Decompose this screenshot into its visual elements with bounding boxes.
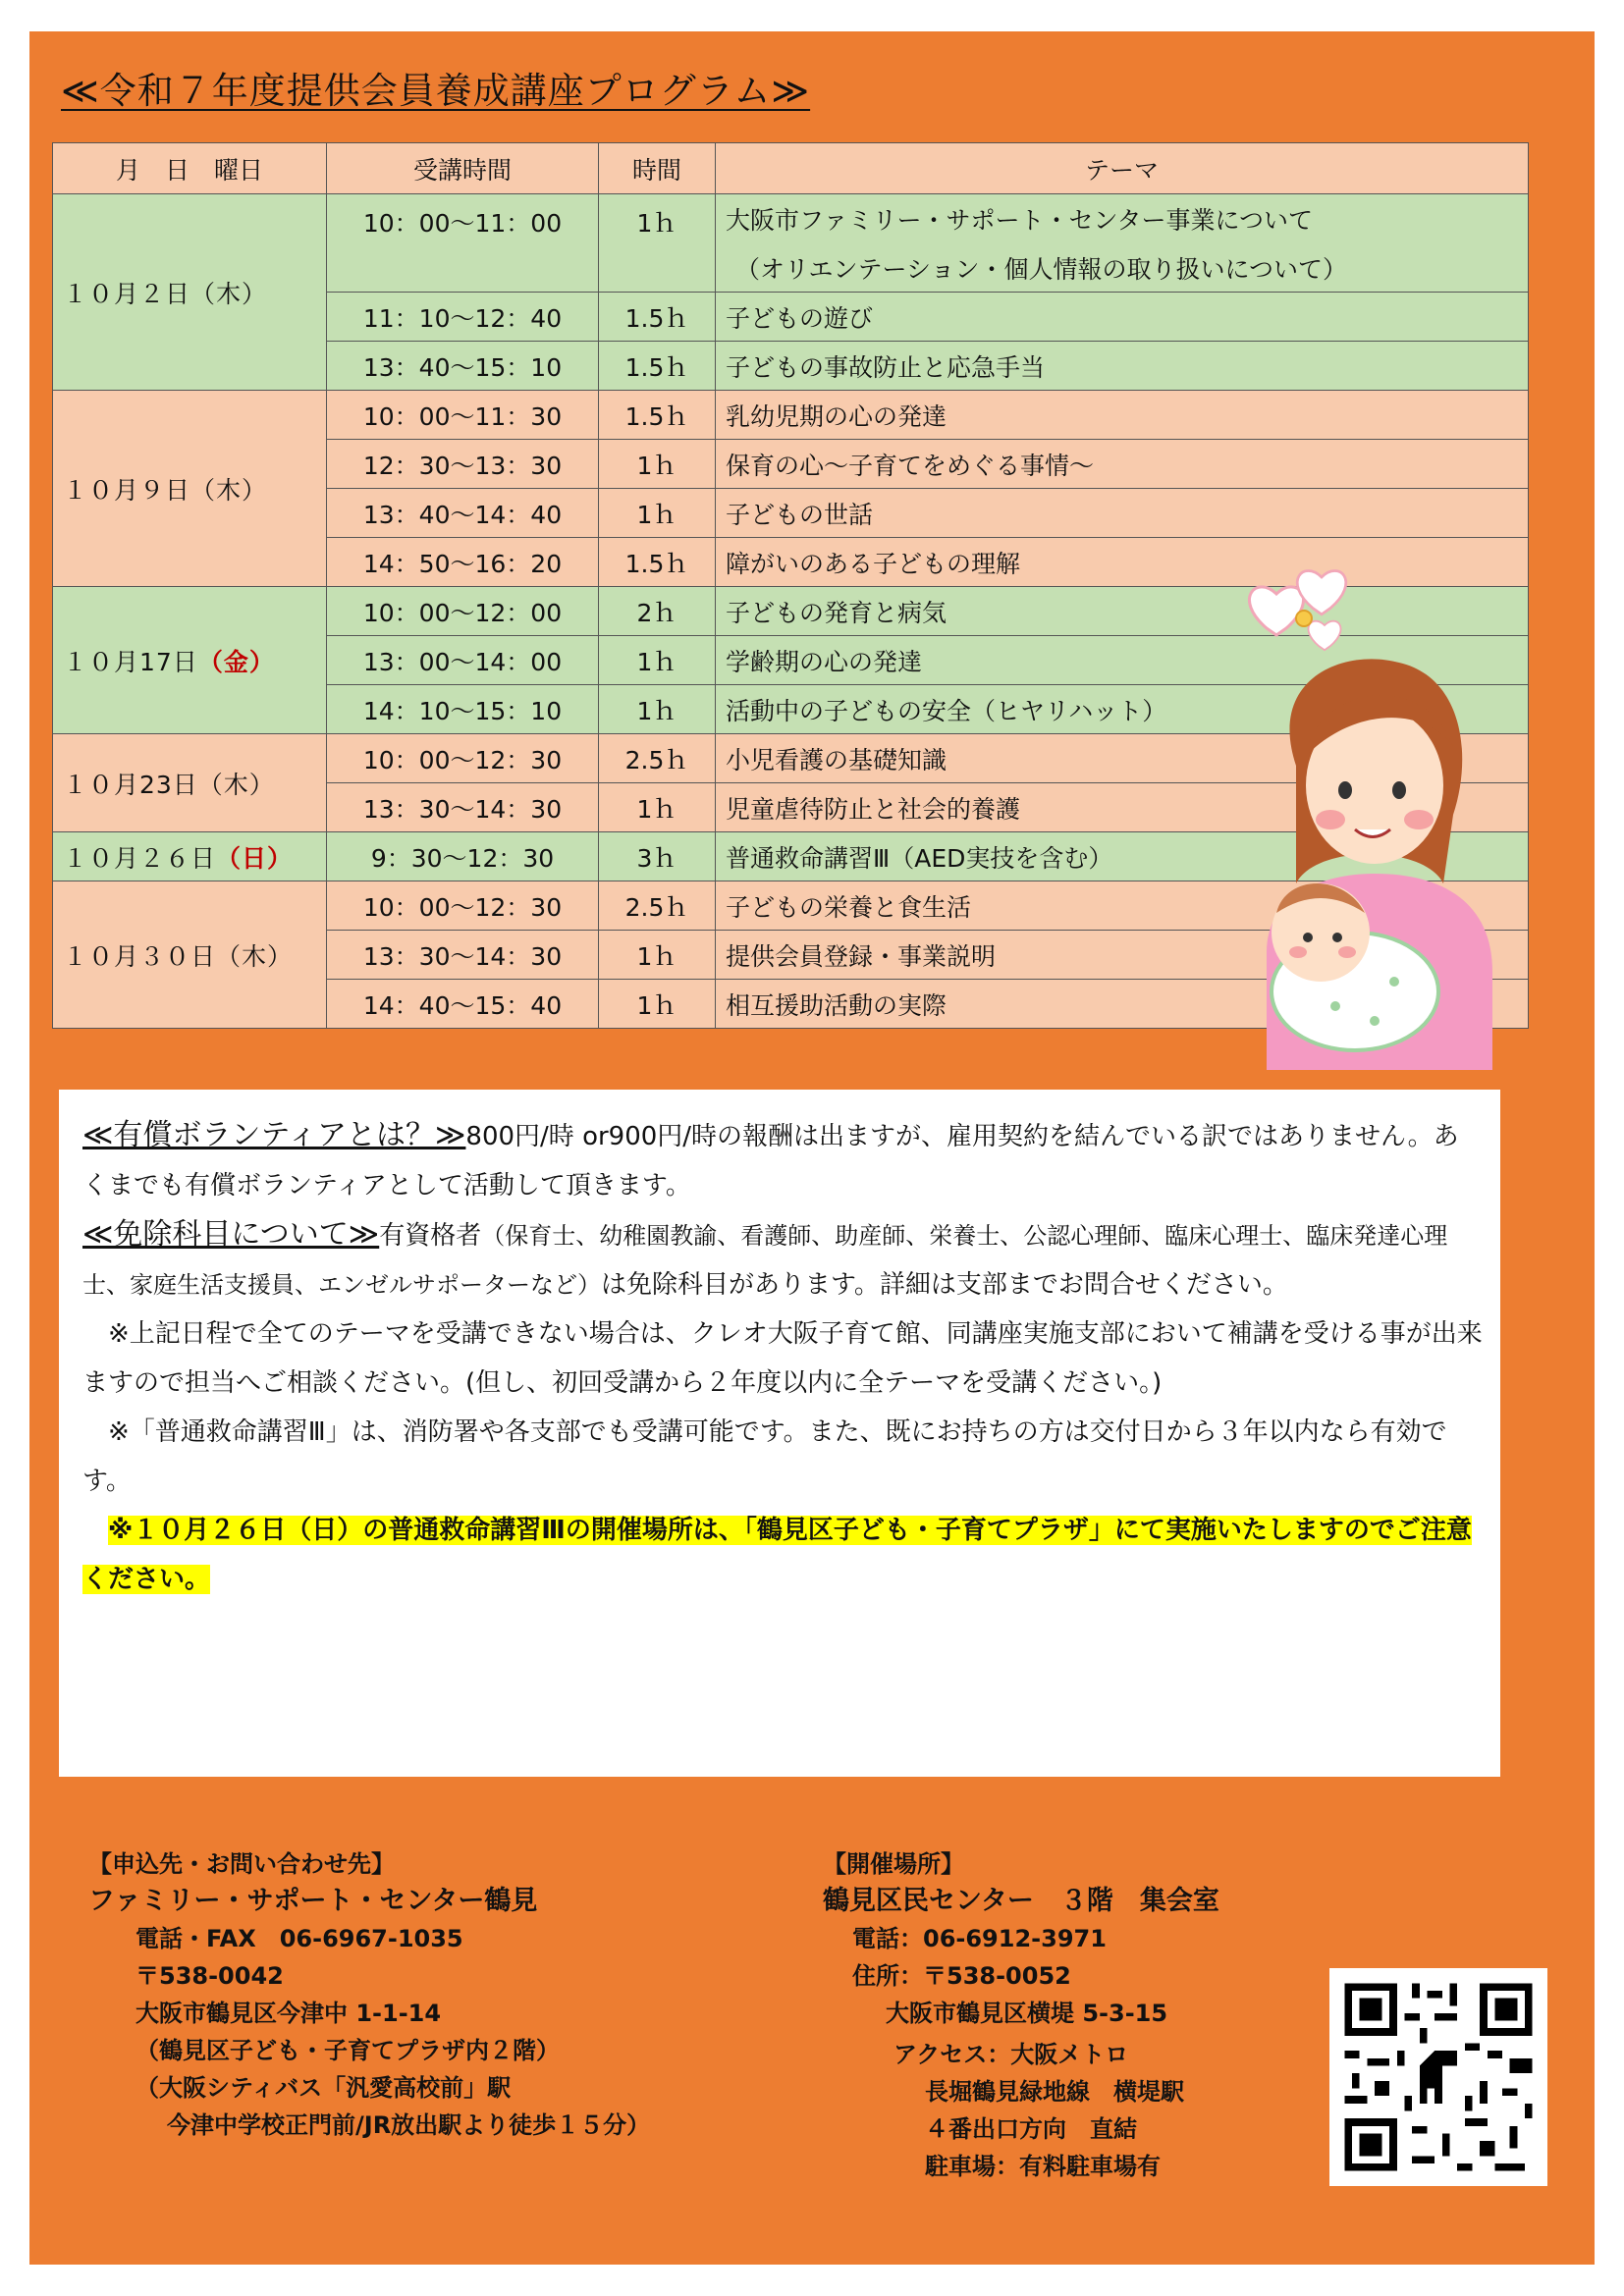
venue-access-3: ４番出口方向 直結 — [925, 2115, 1137, 2143]
date-cell: １０月９日（木） — [53, 391, 327, 587]
date-cell: １０月２６日（日） — [53, 832, 327, 881]
theme-cell: 子どもの世話 — [716, 489, 1529, 538]
venue-parking: 駐車場：有料駐車場有 — [925, 2153, 1161, 2180]
contact-heading: 【申込先・お問い合わせ先】 — [88, 1850, 395, 1878]
contact-phone: 電話・FAX 06-6967-1035 — [135, 1925, 463, 1952]
venue-change-highlight: ※１０月２６日（日）の普通救命講習Ⅲの開催場所は、「鶴見区子ども・子育てプラザ」にて実施いたしますのでご注意ください。 — [82, 1516, 1472, 1594]
hours-cell: 3ｈ — [599, 832, 716, 881]
first-aid-note: ※「普通救命講習Ⅲ」は、消防署や各支部でも受講可能です。また、既にお持ちの方は交付日から３年以内なら有効です。 — [82, 1417, 1447, 1496]
contact-block — [88, 1845, 650, 2144]
notes-box — [59, 1090, 1500, 1777]
time-cell: 14：40〜15：40 — [327, 980, 599, 1029]
exemption-lead: 有資格者 — [379, 1221, 482, 1251]
theme-cell: 児童虐待防止と社会的養護 — [716, 783, 1529, 832]
venue-access-1: アクセス：大阪メトロ — [893, 2041, 1129, 2068]
weekday-holiday: （金） — [197, 647, 275, 676]
contact-postal: 〒538-0042 — [135, 1962, 284, 1990]
time-cell: 9：30〜12：30 — [327, 832, 599, 881]
time-cell: 14：50〜16：20 — [327, 538, 599, 587]
header-theme: テーマ — [716, 143, 1529, 194]
exemption-text: は免除科目があります。詳細は支部までお問合せください。 — [601, 1270, 1288, 1300]
hours-cell: 1ｈ — [599, 783, 716, 832]
time-cell: 10：00〜12：30 — [327, 881, 599, 931]
exemption-heading: ≪免除科目について≫ — [82, 1217, 380, 1252]
header-date: 月 日 曜日 — [53, 143, 327, 194]
header-time: 受講時間 — [327, 143, 599, 194]
weekday-holiday: （日） — [216, 843, 294, 873]
hours-cell: 2.5ｈ — [599, 881, 716, 931]
exemption-qualifications: （保育士、幼稚園教諭、看護師、助産師、栄養士、公認心理師、臨床心理士、臨床発達心理士、家庭生活支援員、エンゼルサポーターなど） — [82, 1222, 1448, 1299]
theme-cell: 学齢期の心の発達 — [716, 636, 1529, 685]
paid-volunteer-heading: ≪有償ボランティアとは？≫ — [82, 1118, 466, 1152]
time-cell: 10：00〜12：30 — [327, 734, 599, 783]
theme-cell: 相互援助活動の実際 — [716, 980, 1529, 1029]
time-cell: 11：10〜12：40 — [327, 293, 599, 342]
theme-cell: 子どもの発育と病気 — [716, 587, 1529, 636]
heart-icon — [1249, 571, 1345, 651]
contact-org: ファミリー・サポート・センター鶴見 — [88, 1886, 538, 1916]
theme-cell: 提供会員登録・事業説明 — [716, 931, 1529, 980]
hours-cell: 1ｈ — [599, 489, 716, 538]
theme-cell: 子どもの遊び — [716, 293, 1529, 342]
time-cell: 12：30〜13：30 — [327, 440, 599, 489]
hours-cell: 1ｈ — [599, 194, 716, 293]
hours-cell: 1ｈ — [599, 636, 716, 685]
hours-cell: 1ｈ — [599, 931, 716, 980]
venue-heading: 【開催場所】 — [823, 1850, 964, 1878]
hours-cell: 1ｈ — [599, 980, 716, 1029]
hours-cell: 1.5ｈ — [599, 342, 716, 391]
hours-cell: 1.5ｈ — [599, 293, 716, 342]
venue-name: 鶴見区民センター ３階 集会室 — [823, 1886, 1219, 1916]
hours-cell: 1ｈ — [599, 440, 716, 489]
theme-cell: 保育の心〜子育てをめぐる事情〜 — [716, 440, 1529, 489]
theme-cell: 小児看護の基礎知識 — [716, 734, 1529, 783]
date-cell: １０月23日（木） — [53, 734, 327, 832]
theme-cell — [716, 194, 1529, 293]
table-row — [53, 391, 1529, 440]
time-cell: 10：00〜11：30 — [327, 391, 599, 440]
time-cell: 10：00〜11：00 — [327, 194, 599, 293]
theme-text: 大阪市ファミリー・サポート・センター事業について — [726, 205, 1314, 235]
time-cell: 13：00〜14：00 — [327, 636, 599, 685]
qr-code[interactable] — [1329, 1968, 1547, 2186]
venue-address-1: 住所：〒538-0052 — [852, 1962, 1071, 1990]
date-cell: １０月２日（木） — [53, 194, 327, 391]
hours-cell: 1ｈ — [599, 685, 716, 734]
hours-cell: 2.5ｈ — [599, 734, 716, 783]
hours-cell: 2ｈ — [599, 587, 716, 636]
table-header-row — [53, 143, 1529, 194]
time-cell: 10：00〜12：00 — [327, 587, 599, 636]
page-title: ≪令和７年度提供会員養成講座プログラム≫ — [61, 70, 811, 112]
theme-cell: 普通救命講習Ⅲ（AED実技を含む） — [716, 832, 1529, 881]
header-hours: 時間 — [599, 143, 716, 194]
venue-phone: 電話：06-6912-3971 — [852, 1925, 1107, 1952]
mother-baby-illustration — [1227, 560, 1512, 1070]
theme-subtext: （オリエンテーション・個人情報の取り扱いについて） — [735, 254, 1348, 284]
time-cell: 13：30〜14：30 — [327, 783, 599, 832]
time-cell: 13：40〜14：40 — [327, 489, 599, 538]
time-cell: 13：40〜15：10 — [327, 342, 599, 391]
theme-cell: 乳幼児期の心の発達 — [716, 391, 1529, 440]
venue-block — [823, 1845, 1219, 2185]
contact-address: 大阪市鶴見区今津中 1-1-14 — [135, 2000, 442, 2027]
theme-cell: 障がいのある子どもの理解 — [716, 538, 1529, 587]
exemption-paragraph — [82, 1210, 1483, 1309]
date-cell: １０月３０日（木） — [53, 881, 327, 1029]
qr-code-icon — [1329, 1968, 1547, 2186]
contact-access-1: （大阪シティバス「汎愛高校前」駅 — [135, 2074, 512, 2102]
hours-cell: 1.5ｈ — [599, 538, 716, 587]
hours-cell: 1.5ｈ — [599, 391, 716, 440]
paid-volunteer-paragraph — [82, 1111, 1483, 1210]
theme-cell: 子どもの事故防止と応急手当 — [716, 342, 1529, 391]
theme-cell: 子どもの栄養と食生活 — [716, 881, 1529, 931]
paid-volunteer-text: 800円/時 or900円/時の報酬は出ますが、雇用契約を結んでいる訳ではありません。あくまでも有償ボランティアとして活動して頂きます。 — [82, 1122, 1459, 1201]
venue-address-2: 大阪市鶴見区横堤 5-3-15 — [886, 2000, 1168, 2027]
time-cell: 14：10〜15：10 — [327, 685, 599, 734]
contact-building: （鶴見区子ども・子育てプラザ内２階） — [135, 2037, 560, 2064]
venue-change-note — [82, 1506, 1483, 1604]
time-cell: 13：30〜14：30 — [327, 931, 599, 980]
makeup-note: ※上記日程で全てのテーマを受講できない場合は、クレオ大阪子育て館、同講座実施支部において補講を受ける事が出来ますので担当へご相談ください。(但し、初回受講から２年度以内に全テーマを受講ください。) — [82, 1319, 1483, 1398]
date-cell: １０月17日（金） — [53, 587, 327, 734]
venue-access-2: 長堀鶴見緑地線 横堤駅 — [925, 2078, 1184, 2106]
contact-access-2: 今津中学校正門前/JR放出駅より徒歩１５分） — [167, 2111, 651, 2139]
theme-cell: 活動中の子どもの安全（ヒヤリハット） — [716, 685, 1529, 734]
